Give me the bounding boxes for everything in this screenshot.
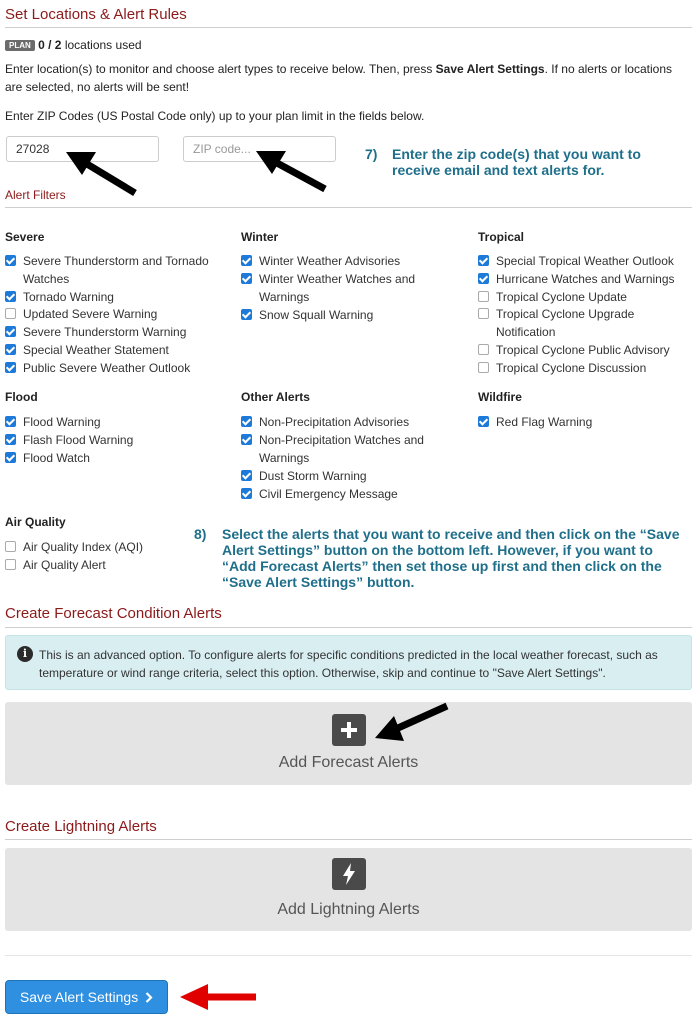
- checkbox-label: Red Flag Warning: [496, 415, 593, 429]
- category-other-alerts: Other Alerts: [241, 390, 310, 404]
- checkbox-label: Snow Squall Warning: [259, 308, 374, 322]
- page-title: Set Locations & Alert Rules: [5, 6, 187, 23]
- checkbox-label: Dust Storm Warning: [259, 469, 367, 483]
- arrow-to-add-forecast: [375, 706, 447, 741]
- checkbox-label: Winter Weather Advisories: [259, 254, 401, 268]
- checkbox-label: Flood Warning: [23, 415, 101, 429]
- alert-filters-title: Alert Filters: [5, 188, 66, 202]
- checkbox-label: Hurricane Watches and Warnings: [496, 272, 675, 286]
- arrow-to-save-button: [180, 984, 256, 1010]
- checkbox-label: Winter Weather Watches and Warnings: [259, 272, 416, 304]
- checkbox-label: Tornado Warning: [23, 290, 114, 304]
- arrow-to-zip-2: [256, 151, 325, 189]
- checkbox-label: Tropical Cyclone Upgrade Notification: [496, 307, 635, 339]
- category-severe: Severe: [5, 230, 45, 244]
- annotation-step-8-number: 8): [194, 526, 207, 542]
- annotation-step-8-text: Select the alerts that you want to receive and then click on the “Save Alert Settings” button on the bottom left. However, if you want to “Add Forecast Alerts” then set those up first and then click on the “Save Alert Settings” button.: [222, 526, 680, 590]
- checkbox-label: Public Severe Weather Outlook: [23, 361, 191, 375]
- intro-text-part: . If no alerts or locations are selected, no alerts will be sent!: [5, 62, 673, 94]
- checkbox-label: Tropical Cyclone Discussion: [496, 361, 647, 375]
- checkbox-label: Flash Flood Warning: [23, 433, 134, 447]
- category-winter: Winter: [241, 230, 279, 244]
- checkbox-label: Air Quality Alert: [23, 558, 106, 572]
- add-lightning-alerts-label[interactable]: Add Lightning Alerts: [277, 901, 420, 918]
- info-icon: i: [17, 646, 33, 662]
- checkbox-label: Flood Watch: [23, 451, 90, 465]
- category-wildfire: Wildfire: [478, 390, 522, 404]
- checkbox-label: Special Tropical Weather Outlook: [496, 254, 674, 268]
- checkbox-label: Updated Severe Warning: [23, 307, 158, 321]
- arrow-to-zip-1: [66, 152, 135, 193]
- annotation-step-7-number: 7): [365, 146, 378, 162]
- forecast-info-text: This is an advanced option. To configure alerts for specific conditions predicted in the local weather forecast, such as temperature or wind range criteria, select this option. Otherwise, skip and continue to "Save Alert Settings".: [39, 648, 658, 680]
- checkbox-label: Tropical Cyclone Public Advisory: [496, 343, 670, 357]
- checkbox-label: Severe Thunderstorm and Tornado Watches: [23, 254, 209, 286]
- checkbox-label: Special Weather Statement: [23, 343, 169, 357]
- checkbox-label: Non-Precipitation Advisories: [259, 415, 410, 429]
- intro-text-part: Enter location(s) to monitor and choose alert types to receive below. Then, press: [5, 62, 436, 76]
- checkbox-label: Non-Precipitation Watches and Warnings: [259, 433, 424, 465]
- save-button-label: Save Alert Settings: [19, 989, 139, 1005]
- add-forecast-alerts-label[interactable]: Add Forecast Alerts: [278, 754, 419, 771]
- category-flood: Flood: [5, 390, 38, 404]
- locations-used-suffix: locations used: [61, 38, 142, 52]
- locations-used-count: 0 / 2: [38, 38, 62, 52]
- category-air-quality: Air Quality: [5, 515, 66, 529]
- checkbox-label: Air Quality Index (AQI): [23, 540, 144, 554]
- forecast-section-title: Create Forecast Condition Alerts: [5, 605, 222, 622]
- zip-instructions: Enter ZIP Codes (US Postal Code only) up to your plan limit in the fields below.: [5, 109, 425, 123]
- plan-badge: PLAN: [5, 40, 35, 51]
- category-tropical: Tropical: [478, 230, 525, 244]
- checkbox-label: Tropical Cyclone Update: [496, 290, 627, 304]
- lightning-section-title: Create Lightning Alerts: [5, 818, 157, 835]
- checkbox-label: Severe Thunderstorm Warning: [23, 325, 187, 339]
- annotation-step-7-text: Enter the zip code(s) that you want to receive email and text alerts for.: [392, 146, 641, 178]
- intro-text-bold: Save Alert Settings: [435, 62, 545, 76]
- checkbox-label: Civil Emergency Message: [259, 487, 398, 501]
